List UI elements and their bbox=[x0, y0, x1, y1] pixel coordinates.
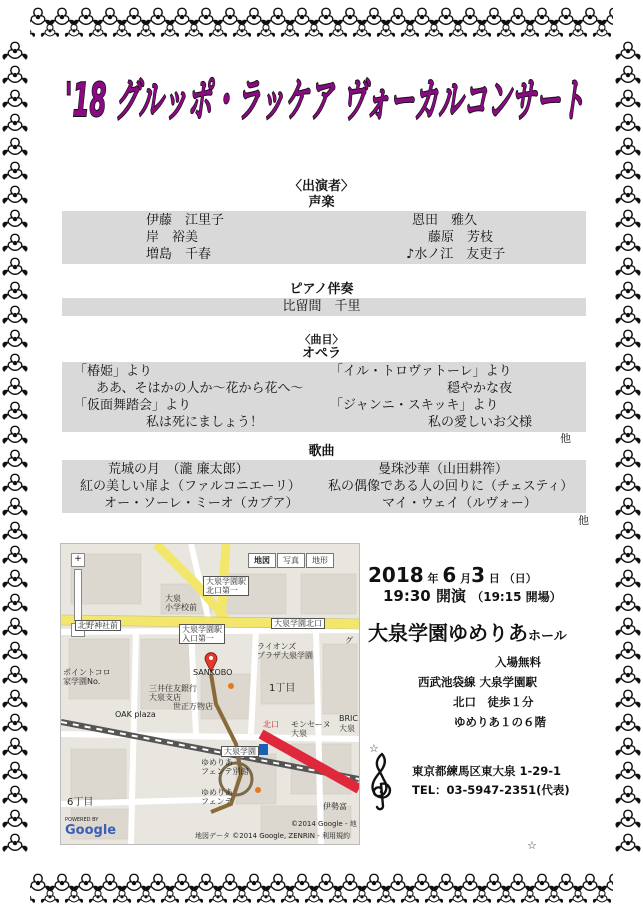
flower-ornament bbox=[169, 874, 194, 892]
venue-floor: ゆめりあ１の６階 bbox=[454, 715, 546, 729]
admission: 入場無料 bbox=[495, 655, 541, 669]
flower-ornament bbox=[73, 8, 98, 26]
flower-ornament bbox=[553, 874, 578, 892]
concert-title bbox=[60, 64, 590, 134]
flower-ornament bbox=[2, 642, 27, 660]
station-exit: 北口 徒歩１分 bbox=[453, 695, 534, 709]
flower-ornament bbox=[337, 8, 362, 26]
event-time: 19:30 開演 （19:15 開場） bbox=[383, 587, 562, 605]
flower-ornament bbox=[2, 210, 27, 228]
flower-ornament bbox=[481, 874, 506, 892]
flower-ornament bbox=[65, 890, 83, 903]
flower-ornament bbox=[385, 8, 410, 26]
flower-ornament bbox=[145, 8, 170, 26]
flower-ornament bbox=[615, 618, 640, 636]
flower-ornament bbox=[449, 24, 467, 37]
flower-ornament bbox=[305, 24, 323, 37]
opera-heading: オペラ bbox=[301, 346, 341, 361]
flower-ornament bbox=[2, 90, 27, 108]
flower-ornament bbox=[433, 874, 458, 892]
piano-performer: 比留間 千里 bbox=[282, 299, 361, 314]
map-label: 6丁目 bbox=[67, 797, 94, 808]
treble-clef-icon bbox=[367, 750, 395, 812]
flower-ornament bbox=[329, 24, 347, 37]
flower-ornament bbox=[49, 874, 74, 892]
flower-ornament bbox=[425, 24, 443, 37]
flower-ornament bbox=[615, 114, 640, 132]
flower-ornament bbox=[193, 874, 218, 892]
map-label: 大泉 小学校前 bbox=[165, 594, 197, 612]
flower-ornament bbox=[73, 874, 98, 892]
flower-ornament bbox=[2, 762, 27, 780]
piano-heading: ピアノ伴奏 bbox=[289, 282, 354, 297]
flower-ornament bbox=[2, 714, 27, 732]
map-label: 大泉 bbox=[339, 724, 355, 733]
flower-ornament bbox=[615, 810, 640, 828]
song-item: 紅の美しい扉よ（ファルコニエーリ） bbox=[80, 479, 301, 494]
map-label: ゆめりあ フェンテ bbox=[201, 788, 233, 806]
flower-ornament bbox=[529, 874, 554, 892]
flower-ornament bbox=[193, 8, 218, 26]
flower-ornament bbox=[2, 426, 27, 444]
flower-ornament bbox=[209, 890, 227, 903]
flower-ornament bbox=[113, 890, 131, 903]
flower-ornament bbox=[305, 890, 323, 903]
map-label: 大泉学園北口 bbox=[271, 618, 325, 629]
flower-ornament bbox=[313, 8, 338, 26]
flower-ornament bbox=[361, 874, 386, 892]
flower-ornament bbox=[2, 810, 27, 828]
flower-ornament bbox=[41, 890, 59, 903]
flower-ornament bbox=[313, 874, 338, 892]
flower-ornament bbox=[615, 162, 640, 180]
flower-ornament bbox=[89, 24, 107, 37]
event-venue: 大泉学園ゆめりあホール bbox=[368, 621, 567, 645]
venue-phone: TEL：03-5947-2351(代表) bbox=[412, 783, 570, 797]
flower-ornament bbox=[65, 24, 83, 37]
map-label: モンセーヌ 大泉 bbox=[291, 720, 331, 738]
vocal-performer: 藤原 芳枝 bbox=[428, 230, 494, 245]
flower-ornament bbox=[615, 522, 640, 540]
flower-ornament bbox=[241, 874, 266, 892]
vocal-performer: 恩田 雅久 bbox=[412, 213, 478, 228]
map-label: ゆめりあ フェンテ別館 bbox=[201, 758, 249, 776]
opera-item: 私は死にましょう！ bbox=[146, 415, 264, 430]
flower-ornament bbox=[145, 874, 170, 892]
map-label: OAK plaza bbox=[115, 710, 156, 719]
flower-ornament bbox=[161, 24, 179, 37]
flower-ornament bbox=[385, 874, 410, 892]
flower-ornament bbox=[615, 90, 640, 108]
flower-ornament bbox=[121, 874, 146, 892]
vocal-performer: 増島 千春 bbox=[146, 247, 212, 262]
flower-ornament bbox=[2, 594, 27, 612]
map-label: 大泉学園駅 北口第一 bbox=[203, 576, 249, 596]
flower-ornament bbox=[615, 234, 640, 252]
flower-ornament bbox=[185, 24, 203, 37]
flower-ornament bbox=[97, 874, 122, 892]
map-powered-by: POWERED BY bbox=[65, 817, 99, 823]
flower-ornament bbox=[577, 8, 602, 26]
flower-ornament bbox=[529, 8, 554, 26]
venue-map[interactable] bbox=[60, 543, 360, 845]
flower-ornament bbox=[615, 690, 640, 708]
flower-ornament bbox=[2, 690, 27, 708]
flower-ornament bbox=[401, 24, 419, 37]
flower-ornament bbox=[169, 8, 194, 26]
flower-ornament bbox=[89, 890, 107, 903]
flower-ornament bbox=[615, 138, 640, 156]
flower-ornament bbox=[577, 874, 602, 892]
map-label: 大泉学園駅 入口第一 bbox=[179, 624, 225, 644]
flower-ornament bbox=[401, 890, 419, 903]
flower-ornament bbox=[241, 8, 266, 26]
flower-ornament bbox=[457, 874, 482, 892]
flower-ornament bbox=[497, 890, 515, 903]
flower-ornament bbox=[377, 24, 395, 37]
map-label: 世正万物店 bbox=[173, 702, 213, 711]
zoom-slider[interactable] bbox=[74, 569, 82, 621]
map-label: グ bbox=[345, 636, 353, 645]
flower-ornament bbox=[433, 8, 458, 26]
flower-ornament bbox=[593, 24, 611, 37]
flower-ornament bbox=[257, 24, 275, 37]
program-heading: 〈曲目〉 bbox=[299, 333, 344, 346]
flower-ornament bbox=[377, 890, 395, 903]
flower-ornament bbox=[2, 786, 27, 804]
flower-ornament bbox=[281, 24, 299, 37]
flower-ornament bbox=[329, 890, 347, 903]
flower-ornament bbox=[457, 8, 482, 26]
map-copyright[interactable]: 地図データ ©2014 Google, ZENRIN - 利用規約 bbox=[195, 832, 350, 840]
flower-ornament bbox=[265, 874, 290, 892]
flower-ornament bbox=[615, 546, 640, 564]
vocal-performer: 伊藤 江里子 bbox=[146, 213, 225, 228]
map-label: SANKOBO bbox=[193, 668, 233, 677]
song-item: 私の偶像である人の回りに（チェスティ） bbox=[328, 479, 574, 494]
concert-title-text: '18 グルッポ・ラッケア ヴォーカルコンサート bbox=[65, 73, 585, 127]
flower-ornament bbox=[217, 8, 242, 26]
flower-ornament bbox=[337, 874, 362, 892]
map-label: 伊勢富 bbox=[323, 802, 347, 811]
flower-ornament bbox=[113, 24, 131, 37]
performers-heading: 〈出演者〉 bbox=[288, 179, 354, 194]
flower-ornament bbox=[209, 24, 227, 37]
flower-ornament bbox=[257, 890, 275, 903]
opera-item: 「椿姫」より bbox=[74, 364, 153, 379]
flower-ornament bbox=[2, 498, 27, 516]
flower-ornament bbox=[615, 258, 640, 276]
flower-ornament bbox=[425, 890, 443, 903]
map-label: BRIC bbox=[339, 714, 358, 723]
flower-ornament bbox=[2, 234, 27, 252]
flower-ornament bbox=[553, 8, 578, 26]
map-label: 北野神社前 bbox=[75, 620, 121, 631]
flower-ornament bbox=[2, 618, 27, 636]
flower-ornament bbox=[615, 738, 640, 756]
flower-ornament bbox=[615, 786, 640, 804]
flower-ornament bbox=[505, 8, 530, 26]
opera-item: 「仮面舞踏会」より bbox=[74, 398, 192, 413]
flower-ornament bbox=[353, 890, 371, 903]
flower-ornament bbox=[161, 890, 179, 903]
flower-ornament bbox=[361, 8, 386, 26]
flower-ornament bbox=[2, 378, 27, 396]
floral-border-bottom bbox=[0, 860, 643, 908]
flower-ornament bbox=[473, 24, 491, 37]
song-item: 曼珠沙華（山田耕筰） bbox=[378, 462, 509, 477]
train-line: 西武池袋線 大泉学園駅 bbox=[418, 675, 538, 689]
flower-ornament bbox=[615, 378, 640, 396]
flower-ornament bbox=[505, 874, 530, 892]
flower-ornament bbox=[569, 24, 587, 37]
map-label: ライオンズ プラザ大泉学園 bbox=[257, 642, 313, 660]
venue-address: 東京都練馬区東大泉 1-29-1 bbox=[412, 764, 562, 778]
flower-ornament bbox=[2, 66, 27, 84]
flower-ornament bbox=[481, 8, 506, 26]
flower-ornament bbox=[409, 8, 434, 26]
flower-ornament bbox=[615, 666, 640, 684]
flower-ornament bbox=[2, 834, 27, 852]
flower-ornament bbox=[233, 890, 251, 903]
flower-ornament bbox=[615, 402, 640, 420]
opera-item: 「ジャンニ・スキッキ」より bbox=[330, 398, 499, 413]
opera-item: 穏やかな夜 bbox=[447, 381, 513, 396]
flower-ornament bbox=[615, 642, 640, 660]
flower-ornament bbox=[545, 24, 563, 37]
floral-border-top bbox=[0, 0, 643, 44]
flower-ornament bbox=[569, 890, 587, 903]
flower-ornament bbox=[521, 24, 539, 37]
flower-ornament bbox=[217, 874, 242, 892]
event-date: 2018 年 6 月3 日 （日） bbox=[368, 563, 537, 587]
flower-ornament bbox=[2, 114, 27, 132]
opera-item: 「イル・トロヴァトーレ」より bbox=[330, 364, 512, 379]
map-type-tabs bbox=[247, 553, 334, 568]
flower-ornament bbox=[2, 522, 27, 540]
flower-ornament bbox=[2, 402, 27, 420]
flower-ornament bbox=[615, 426, 640, 444]
map-label: ポイントコロ 家学園No. bbox=[63, 668, 111, 686]
flower-ornament bbox=[2, 738, 27, 756]
star-icon: ☆ bbox=[527, 839, 537, 852]
flower-ornament bbox=[233, 24, 251, 37]
flower-ornament bbox=[615, 498, 640, 516]
flower-ornament bbox=[615, 762, 640, 780]
flower-ornament bbox=[265, 8, 290, 26]
flower-ornament bbox=[281, 890, 299, 903]
flower-ornament bbox=[409, 874, 434, 892]
flower-ornament bbox=[449, 890, 467, 903]
song-item: 荒城の月 （瀧 廉太郎） bbox=[108, 462, 249, 477]
vocal-performer: 岸 裕美 bbox=[146, 230, 199, 245]
song-etc: 他 bbox=[578, 514, 589, 527]
map-label: 北口 bbox=[263, 720, 279, 729]
flower-ornament bbox=[97, 8, 122, 26]
flower-ornament bbox=[2, 666, 27, 684]
flower-ornament bbox=[615, 570, 640, 588]
flower-ornament bbox=[2, 138, 27, 156]
flower-ornament bbox=[615, 42, 640, 60]
map-label: 三井住友銀行 大泉支店 bbox=[149, 684, 197, 702]
song-heading: 歌曲 bbox=[308, 444, 335, 459]
flower-ornament bbox=[2, 42, 27, 60]
map-label: 1丁目 bbox=[269, 683, 296, 694]
flower-ornament bbox=[137, 890, 155, 903]
flower-ornament bbox=[289, 8, 314, 26]
flower-ornament bbox=[289, 874, 314, 892]
opera-etc: 他 bbox=[560, 432, 571, 445]
opera-item: 私の愛しいお父様 bbox=[428, 415, 533, 430]
vocal-performer: ♪水ノ江 友吏子 bbox=[406, 247, 506, 262]
flower-ornament bbox=[545, 890, 563, 903]
flower-ornament bbox=[615, 834, 640, 852]
flower-ornament bbox=[2, 474, 27, 492]
flower-ornament bbox=[473, 890, 491, 903]
flower-ornament bbox=[615, 594, 640, 612]
flower-ornament bbox=[615, 66, 640, 84]
flower-ornament bbox=[2, 162, 27, 180]
map-tab-photo[interactable]: 写真 bbox=[277, 553, 305, 568]
flower-ornament bbox=[615, 474, 640, 492]
flower-ornament bbox=[137, 24, 155, 37]
flower-ornament bbox=[2, 258, 27, 276]
flower-ornament bbox=[185, 890, 203, 903]
map-tab-terrain[interactable]: 地形 bbox=[306, 553, 334, 568]
flower-ornament bbox=[521, 890, 539, 903]
map-tab-map[interactable]: 地図 bbox=[248, 553, 276, 568]
map-label: 大泉学園 bbox=[221, 746, 259, 757]
google-logo[interactable]: Google bbox=[65, 823, 117, 838]
vocal-heading: 声楽 bbox=[308, 195, 335, 210]
map-copyright: ©2014 Google - 地 bbox=[291, 820, 357, 828]
opera-item: ああ、そはかの人か～花から花へ～ bbox=[96, 381, 304, 396]
flower-ornament bbox=[2, 546, 27, 564]
flower-ornament bbox=[121, 8, 146, 26]
song-item: マイ・ウェイ（ルヴォー） bbox=[382, 496, 537, 511]
flower-ornament bbox=[497, 24, 515, 37]
song-item: オー・ソーレ・ミーオ（カプア） bbox=[104, 496, 299, 511]
flower-ornament bbox=[615, 210, 640, 228]
flower-ornament bbox=[593, 890, 611, 903]
flower-ornament bbox=[49, 8, 74, 26]
flower-ornament bbox=[353, 24, 371, 37]
flower-ornament bbox=[41, 24, 59, 37]
zoom-in-icon[interactable]: + bbox=[71, 553, 85, 567]
flower-ornament bbox=[615, 714, 640, 732]
flower-ornament bbox=[2, 570, 27, 588]
vocal-band bbox=[62, 211, 586, 264]
star-icon: ☆ bbox=[369, 742, 379, 755]
